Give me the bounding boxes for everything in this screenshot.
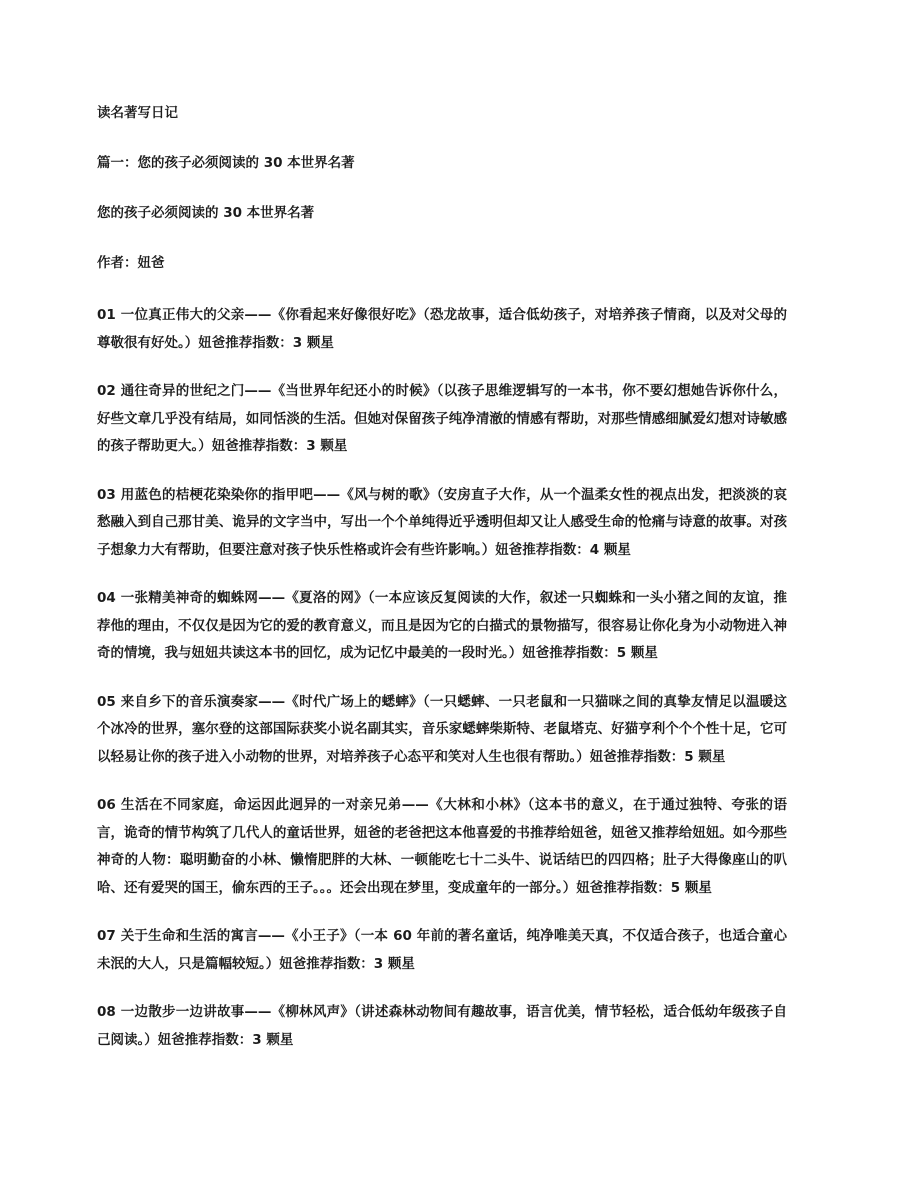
- book-entry-05: 05 来自乡下的音乐演奏家——《时代广场上的蟋蟀》（一只蟋蟀、一只老鼠和一只猫咪之间的真挚友情足以温暖这个冰冷的世界，塞尔登的这部国际获奖小说名副其实，音乐家蟋蟀柴斯特、老鼠塔克、好猫亨利个个个性十足，它可以轻易让你的孩子进入小动物的世界，对培养孩子心态平和笑对人生也很有帮助。）妞爸推荐指数：5 颗星: [97, 693, 787, 765]
- book-entry-08: 08 一边散步一边讲故事——《柳林风声》（讲述森林动物间有趣故事，语言优美，情节轻松，适合低幼年级孩子自己阅读。）妞爸推荐指数：3 颗星: [97, 1004, 787, 1048]
- book-entry-04: 04 一张精美神奇的蜘蛛网——《夏洛的网》（一本应该反复阅读的大作，叙述一只蜘蛛和一头小猪之间的友谊，推荐他的理由，不仅仅是因为它的爱的教育意义，而且是因为它的白描式的景物描写，很容易让你化身为小动物进入神奇的情境，我与妞妞共读这本书的回忆，成为记忆中最美的一段时光。）妞爸推荐指数：5 颗星: [97, 590, 787, 661]
- article-title: 您的孩子必须阅读的 30 本世界名著: [97, 205, 315, 221]
- book-entry-06: 06 生活在不同家庭，命运因此迥异的一对亲兄弟——《大林和小林》（这本书的意义，在于通过独特、夸张的语言，诡奇的情节构筑了几代人的童话世界，妞爸的老爸把这本他喜爱的书推荐给妞爸，妞爸又推荐给妞妞。如今那些神奇的人物：聪明勤奋的小林、懒惰肥胖的大林、一顿能吃七十二头牛、说话结巴的四四格；肚子大得像座山的叭哈、还有爱哭的国王，偷东西的王子。。。还会出现在梦里，变成童年的一部分。）妞爸推荐指数：5 颗星: [97, 797, 787, 896]
- author-line: 作者：妞爸: [97, 255, 165, 271]
- book-entry-03: 03 用蓝色的桔梗花染染你的指甲吧——《风与树的歌》（安房直子大作，从一个温柔女性的视点出发，把淡淡的哀愁融入到自己那甘美、诡异的文字当中，写出一个个单纯得近乎透明但却又让人感受生命的怆痛与诗意的故事。对孩子想象力大有帮助，但要注意对孩子快乐性格或许会有些许影响。）妞爸推荐指数：4 颗星: [97, 486, 787, 558]
- book-entry-02: 02 通往奇异的世纪之门——《当世界年纪还小的时候》（以孩子思维逻辑写的一本书，你不要幻想她告诉你什么，好些文章几乎没有结局，如同恬淡的生活。但她对保留孩子纯净清澈的情感有帮助，对那些情感细腻爱幻想对诗敏感的孩子帮助更大。）妞爸推荐指数：3 颗星: [97, 383, 787, 454]
- section-heading: 篇一：您的孩子必须阅读的 30 本世界名著: [97, 155, 355, 171]
- page-title: 读名著写日记: [97, 105, 178, 121]
- document-body: [97, 100, 787, 1075]
- book-entry-07: 07 关于生命和生活的寓言——《小王子》（一本 60 年前的著名童话，纯净唯美天真，不仅适合孩子，也适合童心未泯的大人，只是篇幅较短。）妞爸推荐指数：3 颗星: [97, 928, 787, 972]
- book-entry-01: 01 一位真正伟大的父亲——《你看起来好像很好吃》（恐龙故事，适合低幼孩子，对培养孩子情商，以及对父母的尊敬很有好处。）妞爸推荐指数：3 颗星: [97, 307, 787, 351]
